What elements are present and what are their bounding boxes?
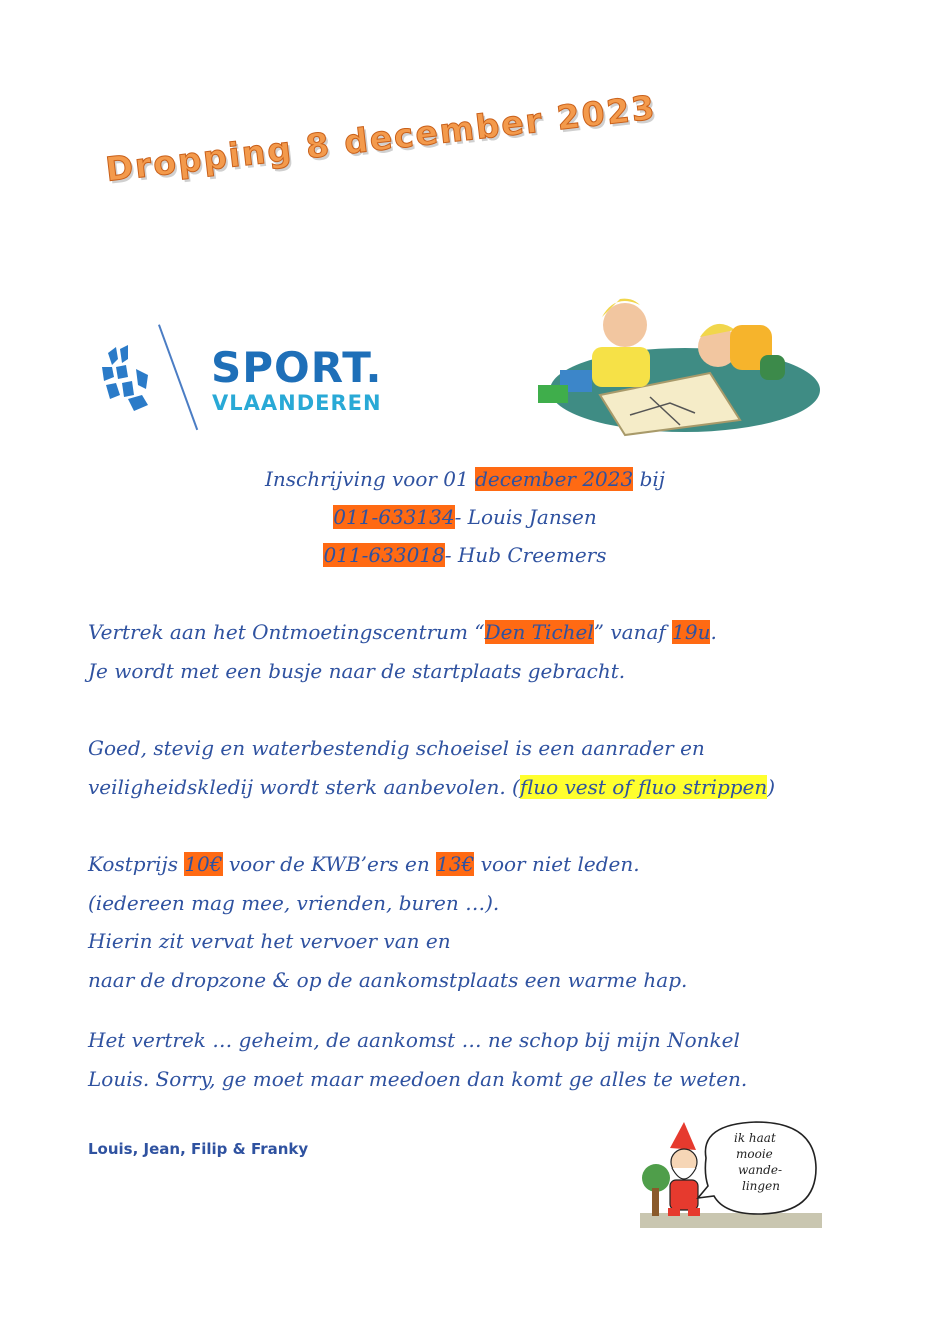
phone-number: 011-633134 [333, 505, 455, 529]
registration-text: Inschrijving voor 01 [264, 467, 476, 491]
shoes-line: Goed, stevig en waterbestendig schoeisel is een aanrader en [88, 736, 705, 760]
departure-line [88, 614, 717, 653]
venue-name: Den Tichel [484, 620, 594, 644]
bus-line: Je wordt met een busje naar de startplaats gebracht. [88, 658, 626, 683]
flemish-lion-icon [98, 345, 158, 415]
contact-louis [0, 499, 930, 537]
contact-name: - Hub Creemers [444, 543, 607, 567]
speech-bubble-text: wande- [738, 1163, 782, 1177]
speech-bubble-text: mooie [736, 1147, 773, 1161]
member-price: 10€ [184, 852, 223, 876]
secret-line-2: Louis. Sorry, ge moet maar meedoen dan komt ge alles te weten. [88, 1066, 748, 1091]
page-title: Dropping 8 december 2023 [103, 87, 659, 189]
text: Vertrek aan het Ontmoetingscentrum “ [88, 620, 485, 644]
price-line [88, 846, 687, 885]
text: veiligheidskledij wordt sterk aanbevolen. ( [88, 774, 520, 799]
registration-deadline: december 2023 [475, 467, 634, 491]
everyone-line: (iedereen mag mee, vrienden, buren …). [88, 890, 500, 915]
sport-vlaanderen-logo [98, 325, 438, 440]
fluo-highlight: fluo vest of fluo strippen [519, 774, 768, 799]
contact-name: - Louis Jansen [454, 505, 597, 529]
signature: Louis, Jean, Filip & Franky [88, 1140, 309, 1158]
non-member-price: 13€ [436, 852, 475, 876]
logo-vlaanderen-text: VLAANDEREN [212, 391, 382, 415]
departure-paragraph [88, 614, 717, 691]
text: ) [767, 774, 776, 799]
secret-line: Het vertrek … geheim, de aankomst … ne schop bij mijn Nonkel [88, 1028, 740, 1052]
included-line: Hierin zit vervat het vervoer van en [88, 929, 451, 953]
shoes-paragraph [88, 730, 775, 807]
contact-hub [0, 537, 930, 575]
logo-divider [158, 324, 198, 430]
registration-text: bij [633, 467, 665, 491]
text: Kostprijs [88, 852, 185, 876]
text: ” vanaf [593, 620, 673, 644]
departure-time: 19u [672, 620, 711, 644]
secret-paragraph [88, 1022, 747, 1099]
included-line-2: naar de dropzone & op de aankomstplaats een warme hap. [88, 967, 688, 992]
speech-bubble-text: ik haat [734, 1131, 776, 1145]
text: voor niet leden. [474, 852, 640, 876]
speech-bubble-text: lingen [742, 1179, 780, 1193]
text: voor de KWB’ers en [222, 852, 437, 876]
price-paragraph [88, 846, 687, 1000]
registration-line [0, 461, 930, 499]
safety-line [88, 769, 775, 808]
text: . [710, 620, 717, 644]
logo-sport-text: SPORT. [211, 343, 383, 392]
phone-number: 011-633018 [323, 543, 445, 567]
gnome-cartoon-illustration [640, 1118, 822, 1228]
registration-info [0, 461, 930, 575]
kids-reading-map-illustration [520, 285, 825, 440]
